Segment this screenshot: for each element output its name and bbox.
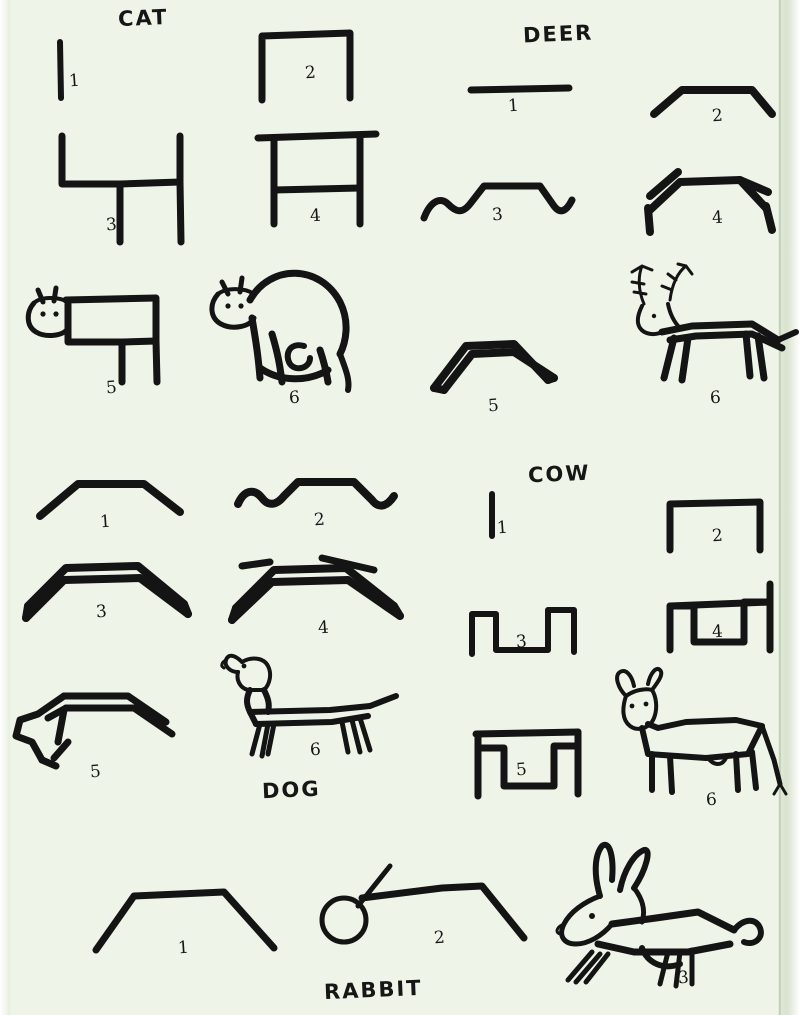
step-number-deer-1: 1 [507, 95, 520, 117]
section-heading-cat: CAT [117, 4, 169, 32]
figure-dog-step-1 [34, 474, 194, 524]
step-number-deer-4: 4 [711, 207, 724, 229]
figure-cat-step-4 [252, 128, 392, 248]
step-number-rabbit-2: 2 [433, 927, 446, 949]
step-number-deer-6: 6 [709, 387, 722, 409]
step-number-dog-4: 4 [317, 617, 330, 639]
step-number-cat-6: 6 [288, 387, 301, 409]
step-number-deer-5: 5 [487, 395, 500, 417]
figure-cow-step-5 [470, 712, 600, 802]
step-number-dog-3: 3 [95, 601, 108, 623]
figure-cat-step-6 [200, 258, 380, 398]
figure-rabbit-step-3 [538, 840, 788, 1000]
step-number-cat-4: 4 [309, 205, 322, 227]
section-heading-cow: COW [527, 460, 591, 488]
figure-dog-step-5 [8, 680, 193, 780]
step-number-dog-5: 5 [89, 761, 102, 783]
step-number-cat-5: 5 [105, 377, 118, 399]
figure-deer-step-5 [422, 330, 582, 400]
figure-cow-step-3 [464, 596, 594, 666]
step-number-cat-2: 2 [304, 62, 317, 84]
step-number-deer-3: 3 [491, 204, 504, 226]
step-number-rabbit-1: 1 [177, 937, 190, 959]
figure-cow-step-6 [596, 662, 796, 812]
step-number-dog-2: 2 [313, 509, 326, 531]
step-number-cow-4: 4 [711, 621, 724, 643]
figure-cow-step-4 [658, 574, 788, 664]
figure-deer-step-1 [465, 80, 585, 110]
step-number-cat-3: 3 [105, 214, 118, 236]
figure-rabbit-step-2 [318, 852, 528, 962]
step-number-dog-6: 6 [309, 739, 322, 761]
figure-cat-step-5 [16, 270, 196, 390]
step-number-dog-1: 1 [99, 511, 112, 533]
step-number-cow-2: 2 [711, 525, 724, 547]
section-heading-rabbit: RABBIT [323, 975, 424, 1005]
step-number-cow-5: 5 [515, 759, 528, 781]
step-number-deer-2: 2 [711, 105, 724, 127]
figure-cat-step-3 [50, 130, 200, 255]
step-number-cow-1: 1 [496, 517, 509, 539]
section-heading-deer: DEER [522, 20, 594, 48]
step-number-rabbit-3: 3 [677, 967, 690, 989]
section-heading-dog: DOG [261, 776, 322, 804]
figure-dog-step-3 [18, 556, 208, 626]
step-number-cow-6: 6 [705, 789, 718, 811]
step-number-cat-1: 1 [68, 70, 81, 92]
step-number-cow-3: 3 [515, 631, 528, 653]
figure-deer-step-6 [612, 258, 800, 398]
figure-deer-step-4 [640, 170, 790, 240]
page-left-edge [0, 0, 10, 1015]
